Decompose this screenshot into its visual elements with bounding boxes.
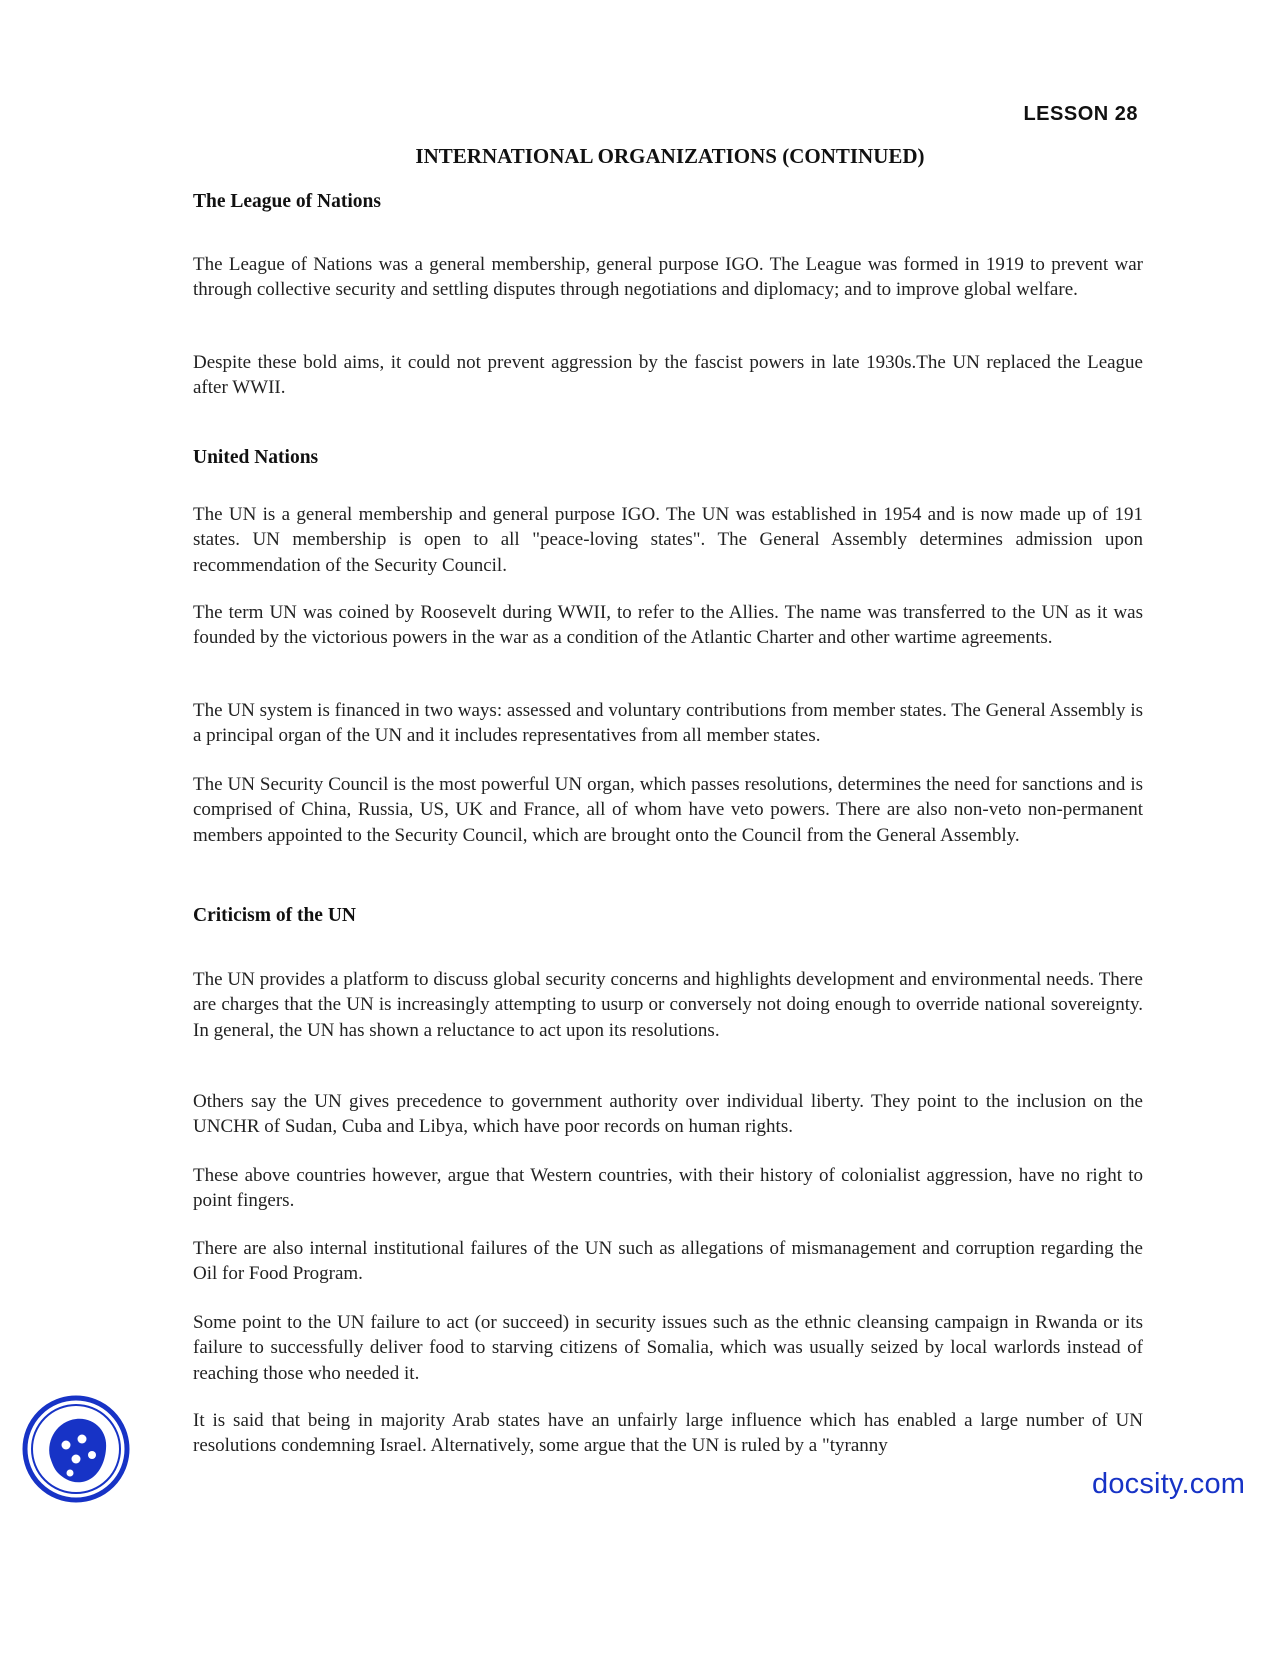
paragraph: The term UN was coined by Roosevelt during WWII, to refer to the Allies. The name was transferred to the UN as it was founded by the victorious powers in the war as a condition of the Atlantic Charter and other wartime agreements.: [193, 602, 1143, 649]
paragraph: Others say the UN gives precedence to government authority over individual liberty. They point to the inclusion on the UNCHR of Sudan, Cuba and Libya, which have poor records on human rights.: [193, 1091, 1143, 1138]
paragraph: The UN Security Council is the most powerful UN organ, which passes resolutions, determines the need for sanctions and is comprised of China, Russia, US, UK and France, all of whom have veto powers. There are also non-veto non-permanent members appointed to the Security Council, which are brought onto the Council from the General Assembly.: [193, 774, 1143, 846]
section-heading-league: The League of Nations: [193, 191, 381, 212]
paragraph: Some point to the UN failure to act (or succeed) in security issues such as the ethnic cleansing campaign in Rwanda or its failure to successfully deliver food to starving citizens of Somalia, which was usually seized by local warlords instead of reaching those who needed it.: [193, 1312, 1143, 1384]
docsity-watermark: docsity.com: [1092, 1468, 1246, 1500]
paragraph: It is said that being in majority Arab states have an unfairly large influence which has enabled a large number of UN resolutions condemning Israel. Alternatively, some argue that the UN is ruled by a "tyranny: [193, 1410, 1143, 1457]
docsity-logo-icon: [22, 1395, 130, 1503]
paragraph: The League of Nations was a general membership, general purpose IGO. The League was formed in 1919 to prevent war through collective security and settling disputes through negotiations and diplomacy; and to improve global welfare.: [193, 254, 1143, 301]
section-heading-criticism: Criticism of the UN: [193, 905, 356, 926]
paragraph: The UN provides a platform to discuss global security concerns and highlights development and environmental needs. There are charges that the UN is increasingly attempting to usurp or conversely not doing enough to override national sovereignty. In general, the UN has shown a reluctance to act upon its resolutions.: [193, 969, 1143, 1041]
paragraph: Despite these bold aims, it could not prevent aggression by the fascist powers in late 1930s.The UN replaced the League after WWII.: [193, 352, 1143, 399]
lesson-label: LESSON 28: [1023, 103, 1138, 121]
section-heading-un: United Nations: [193, 447, 319, 468]
paragraph: These above countries however, argue that Western countries, with their history of colonialist aggression, have no right to point fingers.: [193, 1165, 1143, 1212]
paragraph: There are also internal institutional failures of the UN such as allegations of mismanagement and corruption regarding the Oil for Food Program.: [193, 1238, 1143, 1285]
paragraph: The UN is a general membership and general purpose IGO. The UN was established in 1954 and is now made up of 191 states. UN membership is open to all "peace-loving states". The General Assembly determines admission upon recommendation of the Security Council.: [193, 504, 1143, 576]
page-title: INTERNATIONAL ORGANIZATIONS (CONTINUED): [415, 144, 925, 168]
paragraph: The UN system is financed in two ways: assessed and voluntary contributions from member states. The General Assembly is a principal organ of the UN and it includes representatives from all member states.: [193, 700, 1143, 747]
